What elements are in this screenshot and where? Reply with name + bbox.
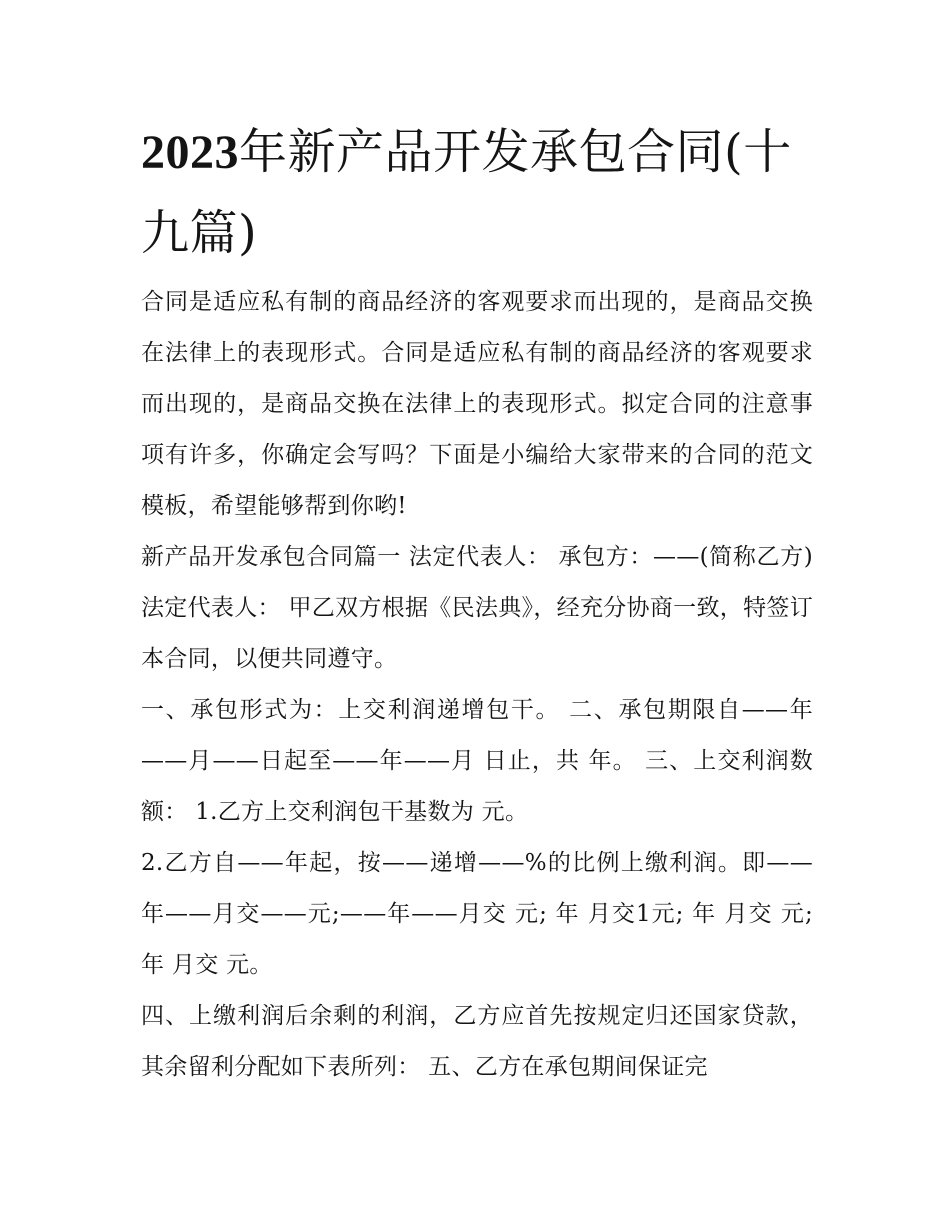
- paragraph-terms-1-3: 一、承包形式为：上交利润递增包干。 二、承包期限自——年——月——日起至——年——月 日止，共 年。 三、上交利润数额： 1.乙方上交利润包干基数为 元。: [141, 697, 813, 825]
- paragraph-terms-4-5: 四、上缴利润后余剩的利润，乙方应首先按规定归还国家贷款，其余留利分配如下表所列： 五、乙方在承包期间保证完: [141, 1003, 813, 1080]
- paragraph-intro: 合同是适应私有制的商品经济的客观要求而出现的，是商品交换在法律上的表现形式。合同是适应私有制的商品经济的客观要求而出现的，是商品交换在法律上的表现形式。拟定合同的注意事项有许多，你确定会写吗？下面是小编给大家带来的合同的范文模板，希望能够帮到你哟!: [141, 289, 813, 519]
- paragraph-parties: 新产品开发承包合同篇一 法定代表人： 承包方：——(简称乙方) 法定代表人： 甲乙双方根据《民法典》，经充分协商一致，特签订本合同，以便共同遵守。: [141, 544, 813, 672]
- document-title: [141, 112, 821, 273]
- document-body: [141, 277, 813, 1093]
- title-year: 2023: [141, 126, 239, 179]
- paragraph-terms-2: 2.乙方自——年起，按——递增——%的比例上缴利润。即——年——月交——元;——年——月交 元; 年 月交1元; 年 月交 元; 年 月交 元。: [141, 850, 813, 978]
- title-text: 年新产品开发承包合同(十九篇): [141, 124, 792, 261]
